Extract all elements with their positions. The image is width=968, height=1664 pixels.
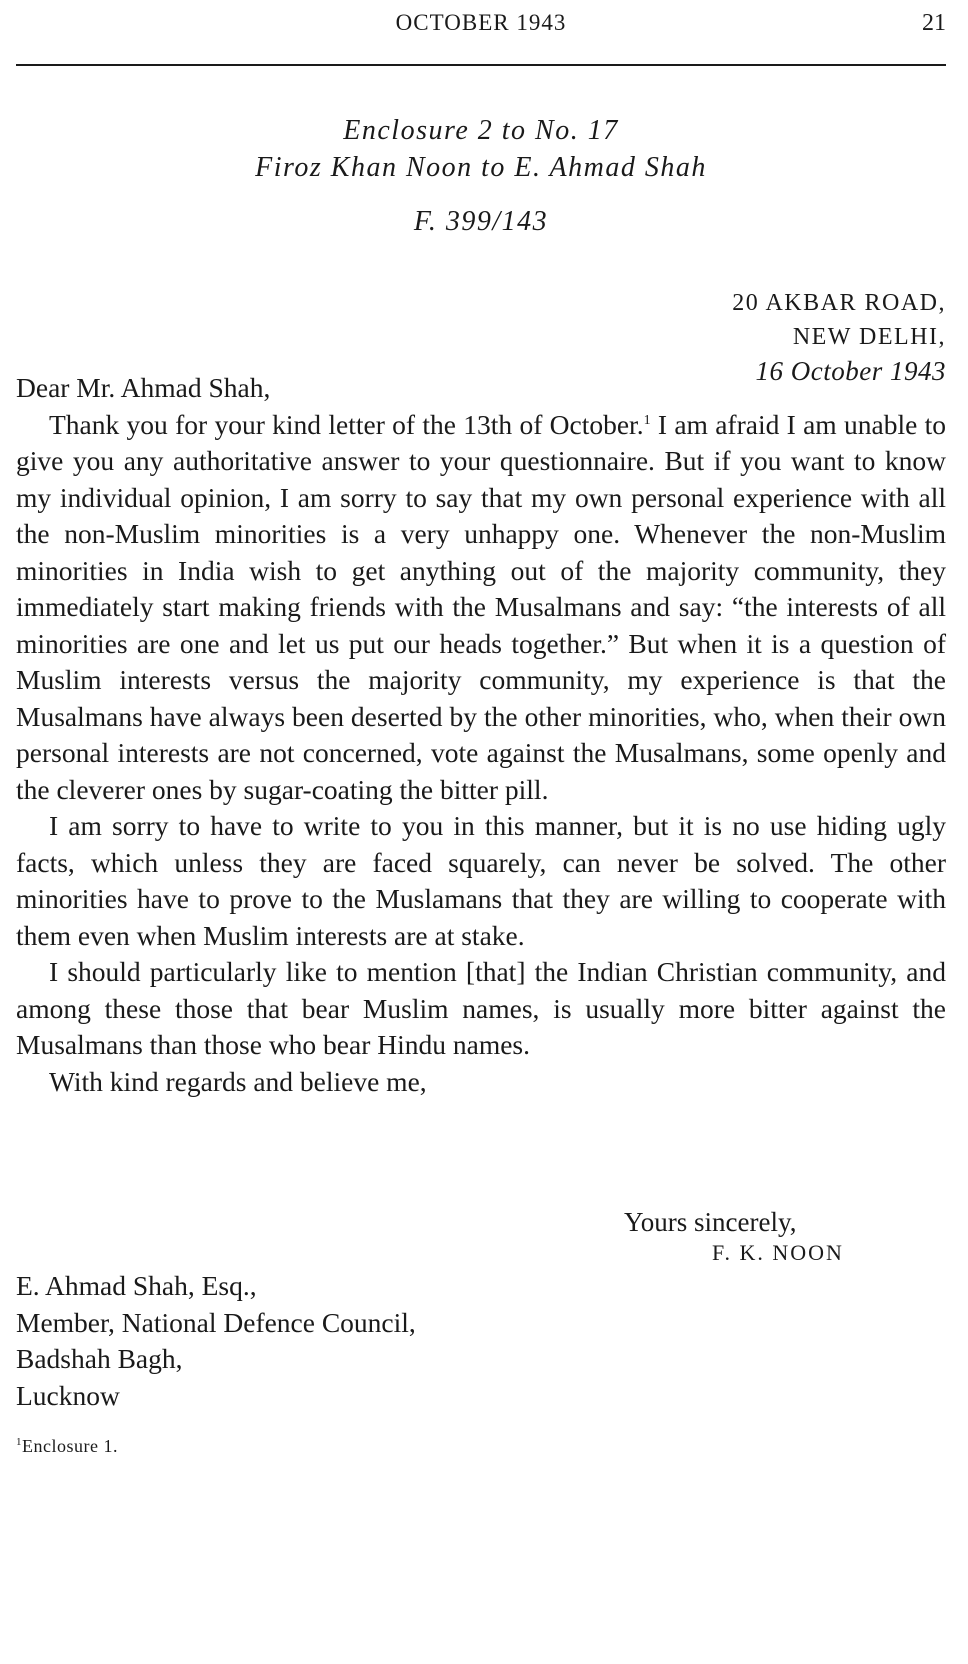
footnote-reference: 1	[643, 412, 651, 428]
paragraph-1-rest: I am afraid I am unable to give you any authoritative answer to your questionnaire. But if you want to know my individual opinion, I am sorry to say that my own personal experience with all the non-Muslim minorities is a very unhappy one. Whenever the non-Muslim minorities in India wish to get anything out of the majority community, they immediately start making friends with the Musalmans and say: “the interests of all minorities are one and let us put our heads together.” But when it is a question of Muslim interests versus the majority community, my experience is that the Musalmans have always been deserted by the other minorities, who, when their own personal interests are not concerned, vote against the Musalmans, some openly and the cleverer ones by sugar-coating the bitter pill.	[16, 408, 946, 805]
addressee-city: Lucknow	[16, 1379, 120, 1411]
addressee-street: Badshah Bagh,	[16, 1343, 183, 1374]
running-head	[16, 10, 946, 44]
signature: F. K. NOON	[712, 1240, 844, 1265]
enclosure-title: Enclosure 2 to No. 17	[343, 115, 619, 146]
enclosure-heading	[16, 112, 946, 186]
enclosure-subtitle: Firoz Khan Noon to E. Ahmad Shah	[255, 152, 707, 183]
paragraph-4: With kind regards and believe me,	[49, 1065, 427, 1097]
file-reference: F. 399/143	[413, 206, 549, 237]
closing: Yours sincerely,	[624, 1207, 797, 1237]
salutation: Dear Mr. Ahmad Shah,	[16, 372, 271, 403]
footnote-marker: 1	[16, 1436, 22, 1448]
addressee-name: E. Ahmad Shah, Esq.,	[16, 1270, 257, 1301]
paragraph-2: I am sorry to have to write to you in this manner, but it is no use hiding ugly facts, which unless they are faced squarely, can never be solved. The other minorities have to prove to the Muslamans that they are willing to cooperate with them even when Muslim interests are at stake.	[16, 810, 946, 951]
letter-date: 16 October 1943	[755, 356, 946, 386]
header-rule	[16, 64, 946, 66]
address-street: 20 AKBAR ROAD,	[732, 290, 946, 316]
footnote-text: Enclosure 1.	[22, 1436, 118, 1456]
paragraph-1	[16, 407, 946, 809]
address-city: NEW DELHI,	[792, 324, 946, 350]
addressee-title: Member, National Defence Council,	[16, 1306, 416, 1338]
page-number: 21	[922, 10, 946, 36]
paragraph-1-start: Thank you for your kind letter of the 13th of October.	[49, 408, 644, 440]
running-head-title: OCTOBER 1943	[395, 10, 567, 35]
paragraph-3: I should particularly like to mention [that] the Indian Christian community, and among these those that bear Muslim names, is usually more bitter against the Musalmans than those who bear Hindu names.	[16, 956, 946, 1060]
footnote	[16, 1436, 118, 1457]
letter-body	[16, 370, 946, 1100]
addressee-block	[16, 1268, 416, 1414]
